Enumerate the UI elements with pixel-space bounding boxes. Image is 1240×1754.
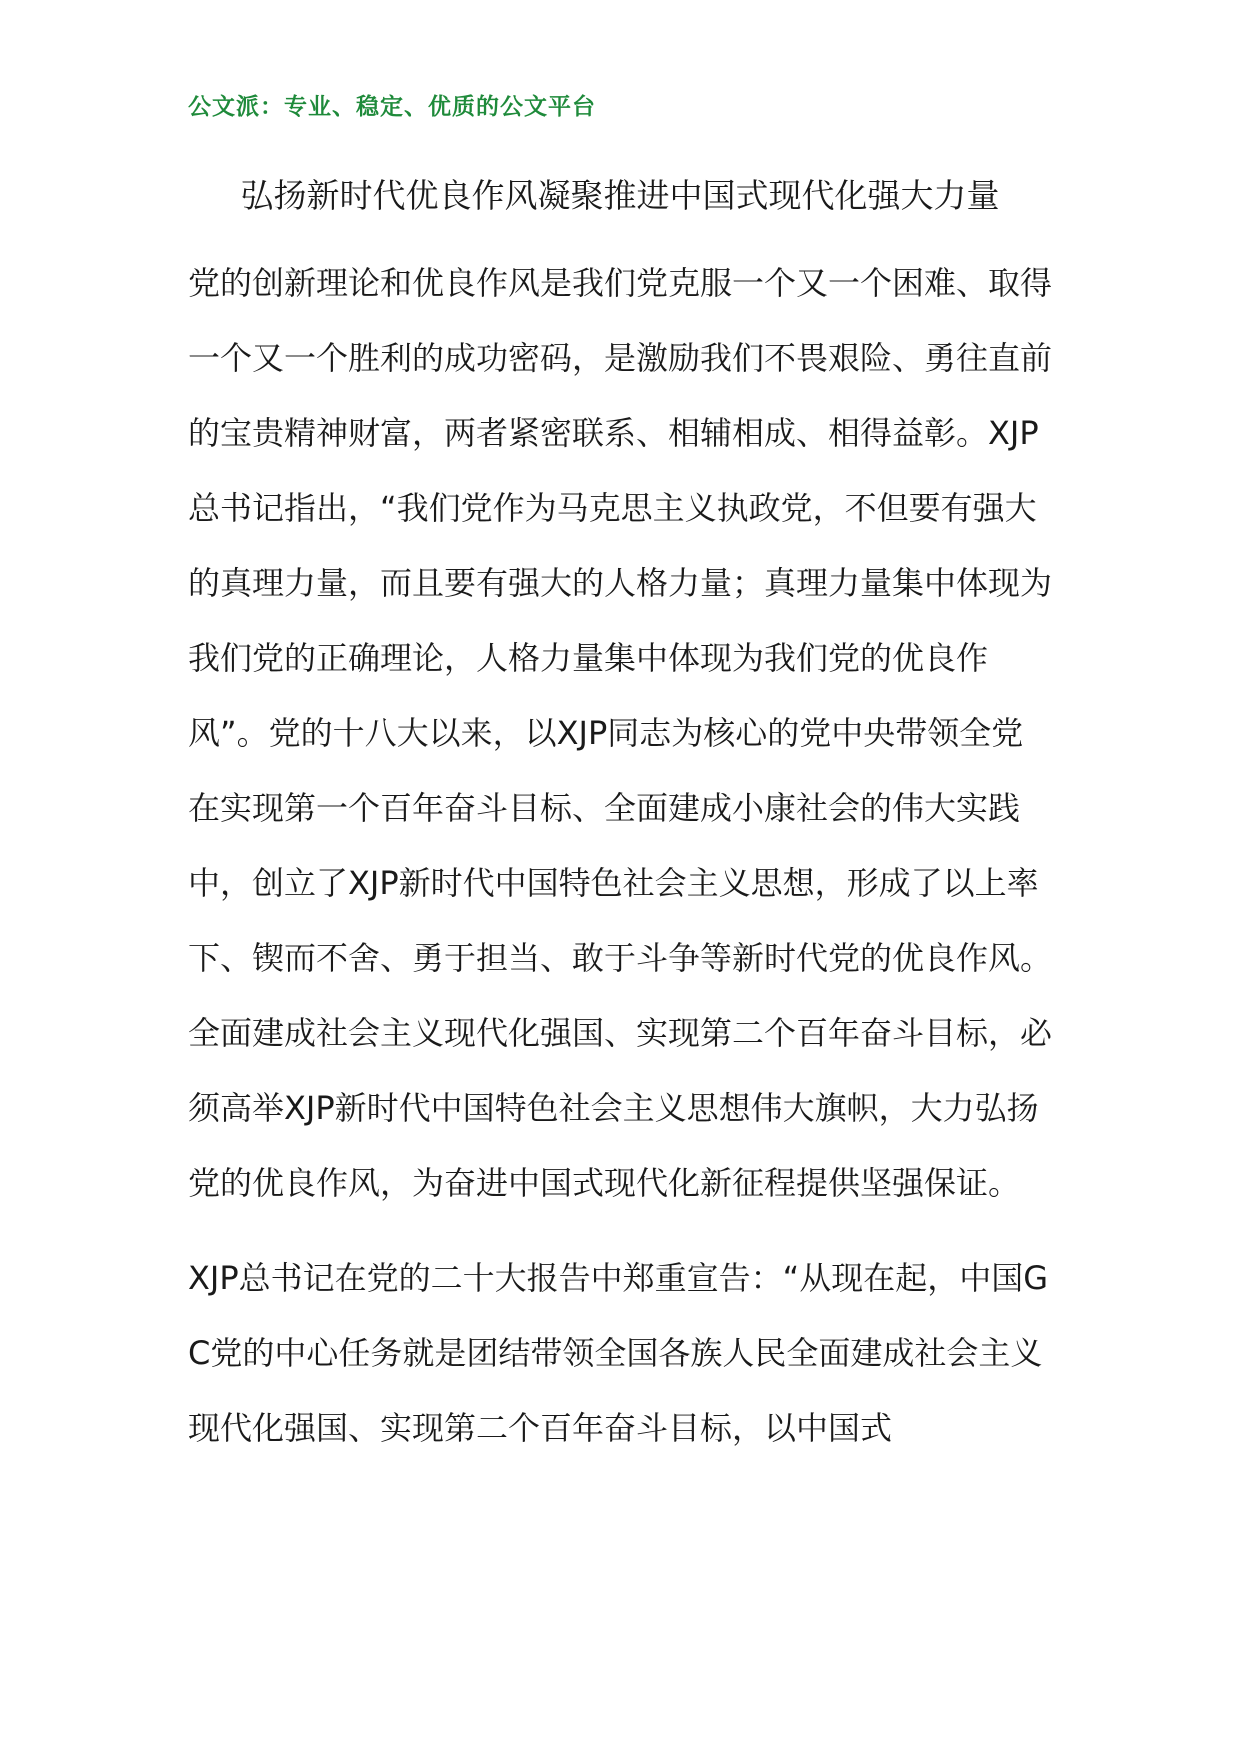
document-title: 弘扬新时代优良作风凝聚推进中国式现代化强大力量 <box>240 176 1000 215</box>
body-paragraph: XJP总书记在党的二十大报告中郑重宣告：“从现在起，中国GC党的中心任务就是团结带领全国各族人民全面建成社会主义现代化强国、实现第二个百年奋斗目标，以中国式 <box>188 1259 1049 1447</box>
document-body <box>188 246 1052 1466</box>
body-paragraph: 党的创新理论和优良作风是我们党克服一个又一个困难、取得一个又一个胜利的成功密码，是激励我们不畏艰险、勇往直前的宝贵精神财富，两者紧密联系、相辅相成、相得益彰。XJP总书记指出，“我们党作为马克思主义执政党，不但要有强大的真理力量，而且要有强大的人格力量；真理力量集中体现为我们党的正确理论，人格力量集中体现为我们党的优良作风”。党的十八大以来，以XJP同志为核心的党中央带领全党在实现第一个百年奋斗目标、全面建成小康社会的伟大实践中，创立了XJP新时代中国特色社会主义思想，形成了以上率下、锲而不舍、勇于担当、敢于斗争等新时代党的优良作风。全面建成社会主义现代化强国、实现第二个百年奋斗目标，必须高举XJP新时代中国特色社会主义思想伟大旗帜，大力弘扬党的优良作风，为奋进中国式现代化新征程提供坚强保证。 <box>188 264 1053 1202</box>
site-slogan: 公文派：专业、稳定、优质的公文平台 <box>188 94 596 120</box>
